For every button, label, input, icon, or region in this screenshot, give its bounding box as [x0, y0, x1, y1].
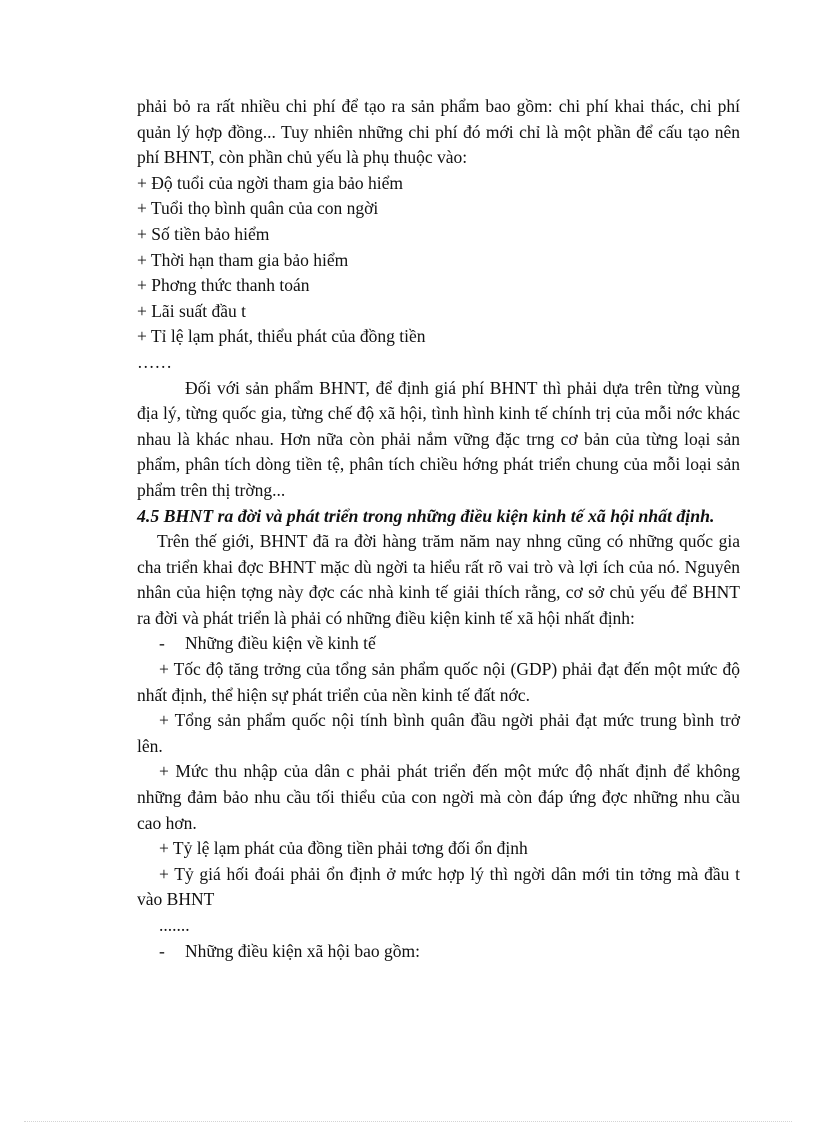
- dash-marker: -: [159, 633, 165, 654]
- economic-conditions-label: Những điều kiện về kinh tế: [185, 633, 376, 654]
- factor-item: + Độ tuổi của ngời tham gia bảo hiểm: [137, 172, 404, 193]
- social-conditions-label: Những điều kiện xã hội bao gồm:: [185, 940, 421, 961]
- economic-item: + Mức thu nhập của dân c phải phát triển đến một mức độ nhất định để không những đảm bảo nhu cầu tối thiểu của con ngời mà còn đáp ứng đợc những nhu cầu cao hơn.: [137, 761, 740, 833]
- factor-item: + Tỉ lệ lạm phát, thiểu phát của đồng tiền: [137, 326, 426, 347]
- factor-item: + Phơng thức thanh toán: [137, 275, 310, 296]
- paragraph-conditions: Trên thế giới, BHNT đã ra đời hàng trăm năm nay nhng cũng có những quốc gia cha triển khai đợc BHNT mặc dù ngời ta hiểu rất rõ vai trò và lợi ích của nó. Nguyên nhân của hiện tợng này đợc các nhà kinh tế giải thích rằng, cơ sở chủ yếu để BHNT ra đời và phát triển là phải có những điều kiện kinh tế xã hội nhất định:: [137, 531, 740, 628]
- paragraph-cost-structure: phải bỏ ra rất nhiều chi phí để tạo ra sản phẩm bao gồm: chi phí khai thác, chi phí quản lý hợp đồng... Tuy nhiên những chi phí đó mới chỉ là một phần để cấu tạo nên phí BHNT, còn phần chủ yếu là phụ thuộc vào:: [137, 96, 740, 168]
- factor-list: [137, 171, 740, 350]
- economic-item: + Tốc độ tăng trởng của tổng sản phẩm quốc nội (GDP) phải đạt đến một mức độ nhất định, thể hiện sự phát triển của nền kinh tế đất nớc.: [137, 659, 740, 705]
- factor-item: + Thời hạn tham gia bảo hiểm: [137, 249, 349, 270]
- document-body: [137, 94, 740, 964]
- economic-item: + Tổng sản phẩm quốc nội tính bình quân đầu ngời phải đạt mức trung bình trở lên.: [137, 710, 740, 756]
- paragraph-pricing: Đối với sản phẩm BHNT, để định giá phí BHNT thì phải dựa trên từng vùng địa lý, từng quốc gia, từng chế độ xã hội, tình hình kinh tế chính trị của mỗi nớc khác nhau là khác nhau. Hơn nữa còn phải nắm vững đặc trng cơ bản của từng loại sản phẩm, phân tích dòng tiền tệ, phân tích chiều hớng phát triển chung của mỗi loại sản phẩm trên thị trờng...: [137, 377, 740, 500]
- ellipsis-1: ……: [137, 351, 172, 372]
- ellipsis-2: .......: [159, 915, 190, 935]
- economic-item-list: [137, 657, 740, 913]
- economic-item: + Tỷ giá hối đoái phải ổn định ở mức hợp lý thì ngời dân mới tin tởng mà đầu t vào BHNT: [137, 863, 740, 910]
- social-conditions-item: [137, 939, 740, 965]
- factor-item: + Số tiền bảo hiểm: [137, 223, 270, 244]
- section-heading: 4.5 BHNT ra đời và phát triển trong những điều kiện kinh tế xã hội nhất định.: [137, 505, 715, 526]
- factor-item: + Tuổi thọ bình quân của con ngời: [137, 198, 379, 219]
- economic-item: + Tỷ lệ lạm phát của đồng tiền phải tơng đối ổn định: [159, 838, 528, 859]
- economic-conditions-item: [137, 631, 740, 657]
- factor-item: + Lãi suất đầu t: [137, 300, 247, 321]
- dash-marker: -: [159, 940, 165, 961]
